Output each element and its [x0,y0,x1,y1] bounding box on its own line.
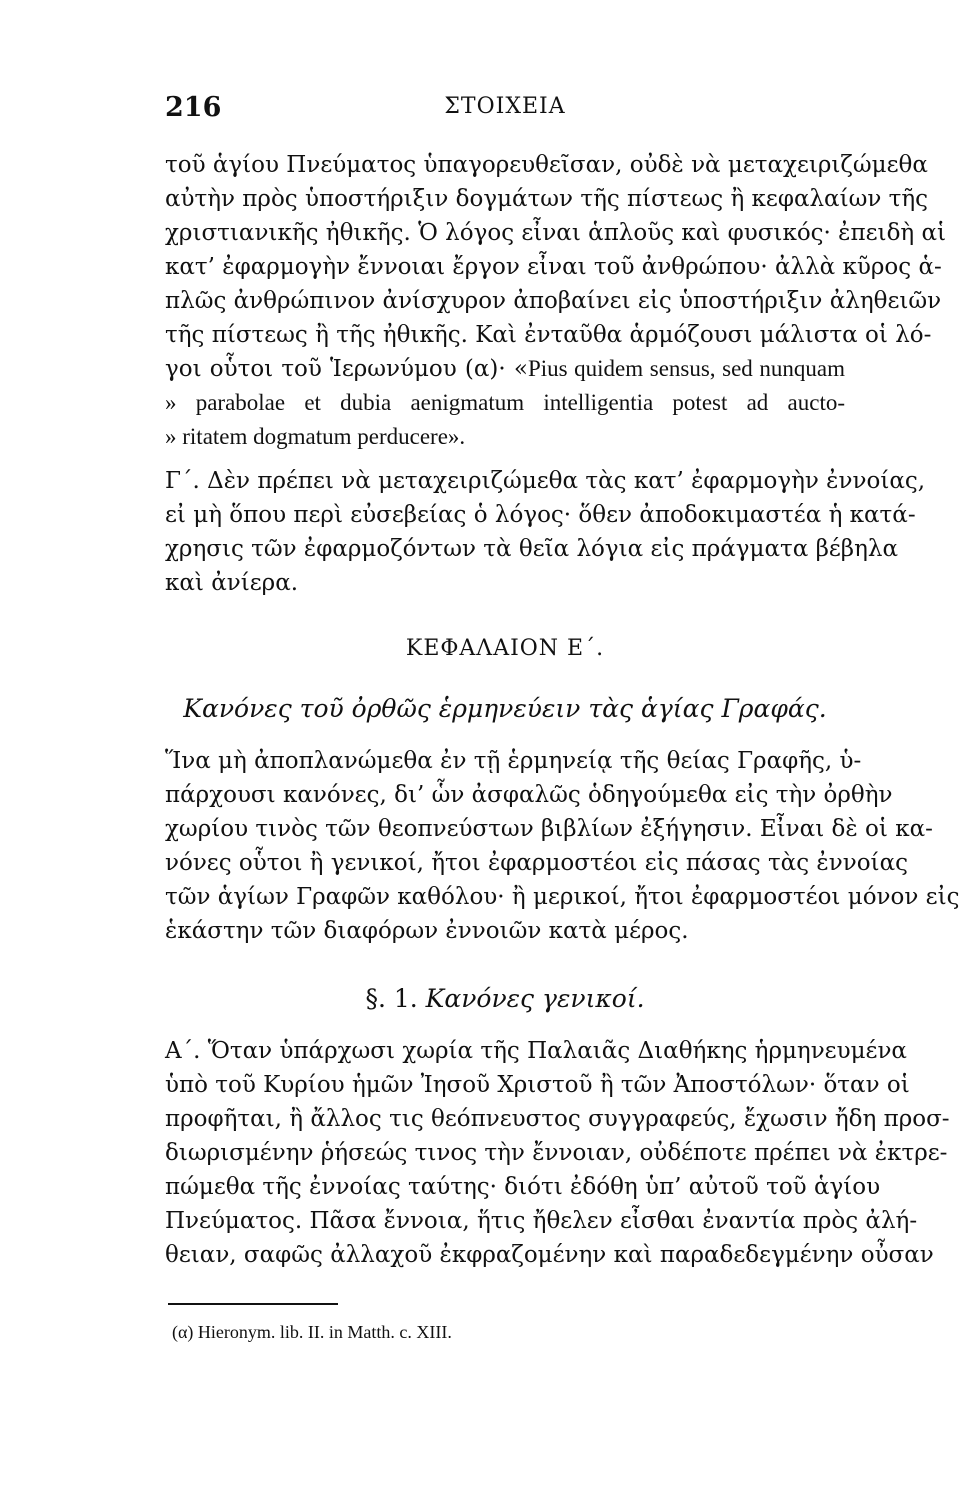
chapter-subtitle: Κανόνες τοῦ ὀρθῶς ἑρμηνεύειν τὰς ἁγίας Γραφάς. [183,694,827,723]
section-number: §. 1. [365,984,418,1013]
text-line: χριστιανικῆς ἠθικῆς. Ὁ λόγος εἶναι ἁπλοῦς καὶ φυσικός· ἐπειδὴ αἱ [165,220,947,246]
section-heading [165,984,845,1013]
text-line: χωρίου τινὸς τῶν θεοπνεύστων βιβλίων ἐξήγησιν. Εἶναι δὲ οἱ κα- [165,816,933,842]
rule-a-line: θειαν, σαφῶς ἀλλαχοῦ ἐκφραζομένην καὶ παραδεδεγμένην οὖσαν [165,1242,934,1268]
rule-a-line: ὑπὸ τοῦ Κυρίου ἡμῶν Ἰησοῦ Χριστοῦ ἢ τῶν Ἀποστόλων· ὅταν οἱ [165,1072,910,1098]
rule-a-line: Α΄. Ὅταν ὑπάρχωσι χωρία τῆς Παλαιᾶς Διαθήκης ἡρμηνευμένα [165,1038,907,1064]
text-line: τῆς πίστεως ἢ τῆς ἠθικῆς. Καὶ ἐνταῦθα ἁρμόζουσι μάλιστα οἱ λό- [165,322,932,348]
rule-g-line: χρησις τῶν ἐφαρμοζόντων τὰ θεῖα λόγια εἰς πράγματα βέβηλα [165,536,898,562]
running-title: ΣΤΟΙΧΕΙΑ [444,94,566,119]
rule-a-line: πώμεθα τῆς ἐννοίας ταύτης· διότι ἐδόθη ὑπ’ αὐτοῦ τοῦ ἁγίου [165,1174,881,1200]
latin-quote-line: » ritatem dogmatum perducere». [165,424,466,449]
text-line-mixed [165,354,845,384]
footnote: (α) Hieronym. lib. II. in Matth. c. XIII. [172,1322,452,1342]
rule-g-line: Γ΄. Δὲν πρέπει νὰ μεταχειριζώμεθα τὰς κατ’ ἐφαρμογὴν ἐννοίας, [165,468,926,494]
greek-text: γοι οὗτοι τοῦ Ἱερωνύμου (α)· « [165,356,528,382]
text-line: νόνες οὗτοι ἢ γενικοί, ἤτοι ἐφαρμοστέοι εἰς πάσας τὰς ἐννοίας [165,850,908,876]
text-line: κατ’ ἐφαρμογὴν ἔννοιαι ἔργον εἶναι τοῦ ἀνθρώπου· ἀλλὰ κῦρος ἁ- [165,254,942,280]
text-line: τῶν ἁγίων Γραφῶν καθόλου· ἢ μερικοί, ἤτοι ἐφαρμοστέοι μόνον εἰς [165,884,960,910]
page-number: 216 [165,92,222,123]
rule-a-line: διωρισμένην ῥήσεώς τινος τὴν ἔννοιαν, οὐδέποτε πρέπει νὰ ἐκτρε- [165,1140,948,1166]
latin-quote-line: » parabolae et dubia aenigmatum intelligentia potest ad aucto- [165,390,845,415]
section-title: Κανόνες γενικοί. [425,984,645,1013]
rule-g-line: καὶ ἀνίερα. [165,570,299,596]
text-line: ἑκάστην τῶν διαφόρων ἐννοιῶν κατὰ μέρος. [165,918,689,944]
text-line: πλῶς ἀνθρώπινον ἀνίσχυρον ἀποβαίνει εἰς ὑποστήριξιν ἀληθειῶν [165,288,942,314]
chapter-heading: ΚΕΦΑΛΑΙΟΝ Ε΄. [405,636,605,661]
text-line: αὐτὴν πρὸς ὑποστήριξιν δογμάτων τῆς πίστεως ἢ κεφαλαίων τῆς [165,186,929,212]
latin-text: Pius quidem sensus, sed nunquam [527,356,845,381]
page-header [165,92,845,132]
footnote-divider [168,1303,338,1305]
text-line: τοῦ ἁγίου Πνεύματος ὑπαγορευθεῖσαν, οὐδὲ νὰ μεταχειριζώμεθα [165,152,928,178]
rule-g-line: εἰ μὴ ὅπου περὶ εὐσεβείας ὁ λόγος· ὅθεν ἀποδοκιμαστέα ἡ κατά- [165,502,916,528]
text-line: Ἵνα μὴ ἀποπλανώμεθα ἐν τῇ ἑρμηνείᾳ τῆς θείας Γραφῆς, ὑ- [165,748,862,774]
text-line: πάρχουσι κανόνες, δι’ ὧν ἀσφαλῶς ὁδηγούμεθα εἰς τὴν ὀρθὴν [165,782,893,808]
rule-a-line: Πνεύματος. Πᾶσα ἔννοια, ἥτις ἤθελεν εἶσθαι ἐναντία πρὸς ἀλή- [165,1208,918,1234]
rule-a-line: προφῆται, ἢ ἄλλος τις θεόπνευστος συγγραφεύς, ἔχωσιν ἤδη προσ- [165,1106,950,1132]
